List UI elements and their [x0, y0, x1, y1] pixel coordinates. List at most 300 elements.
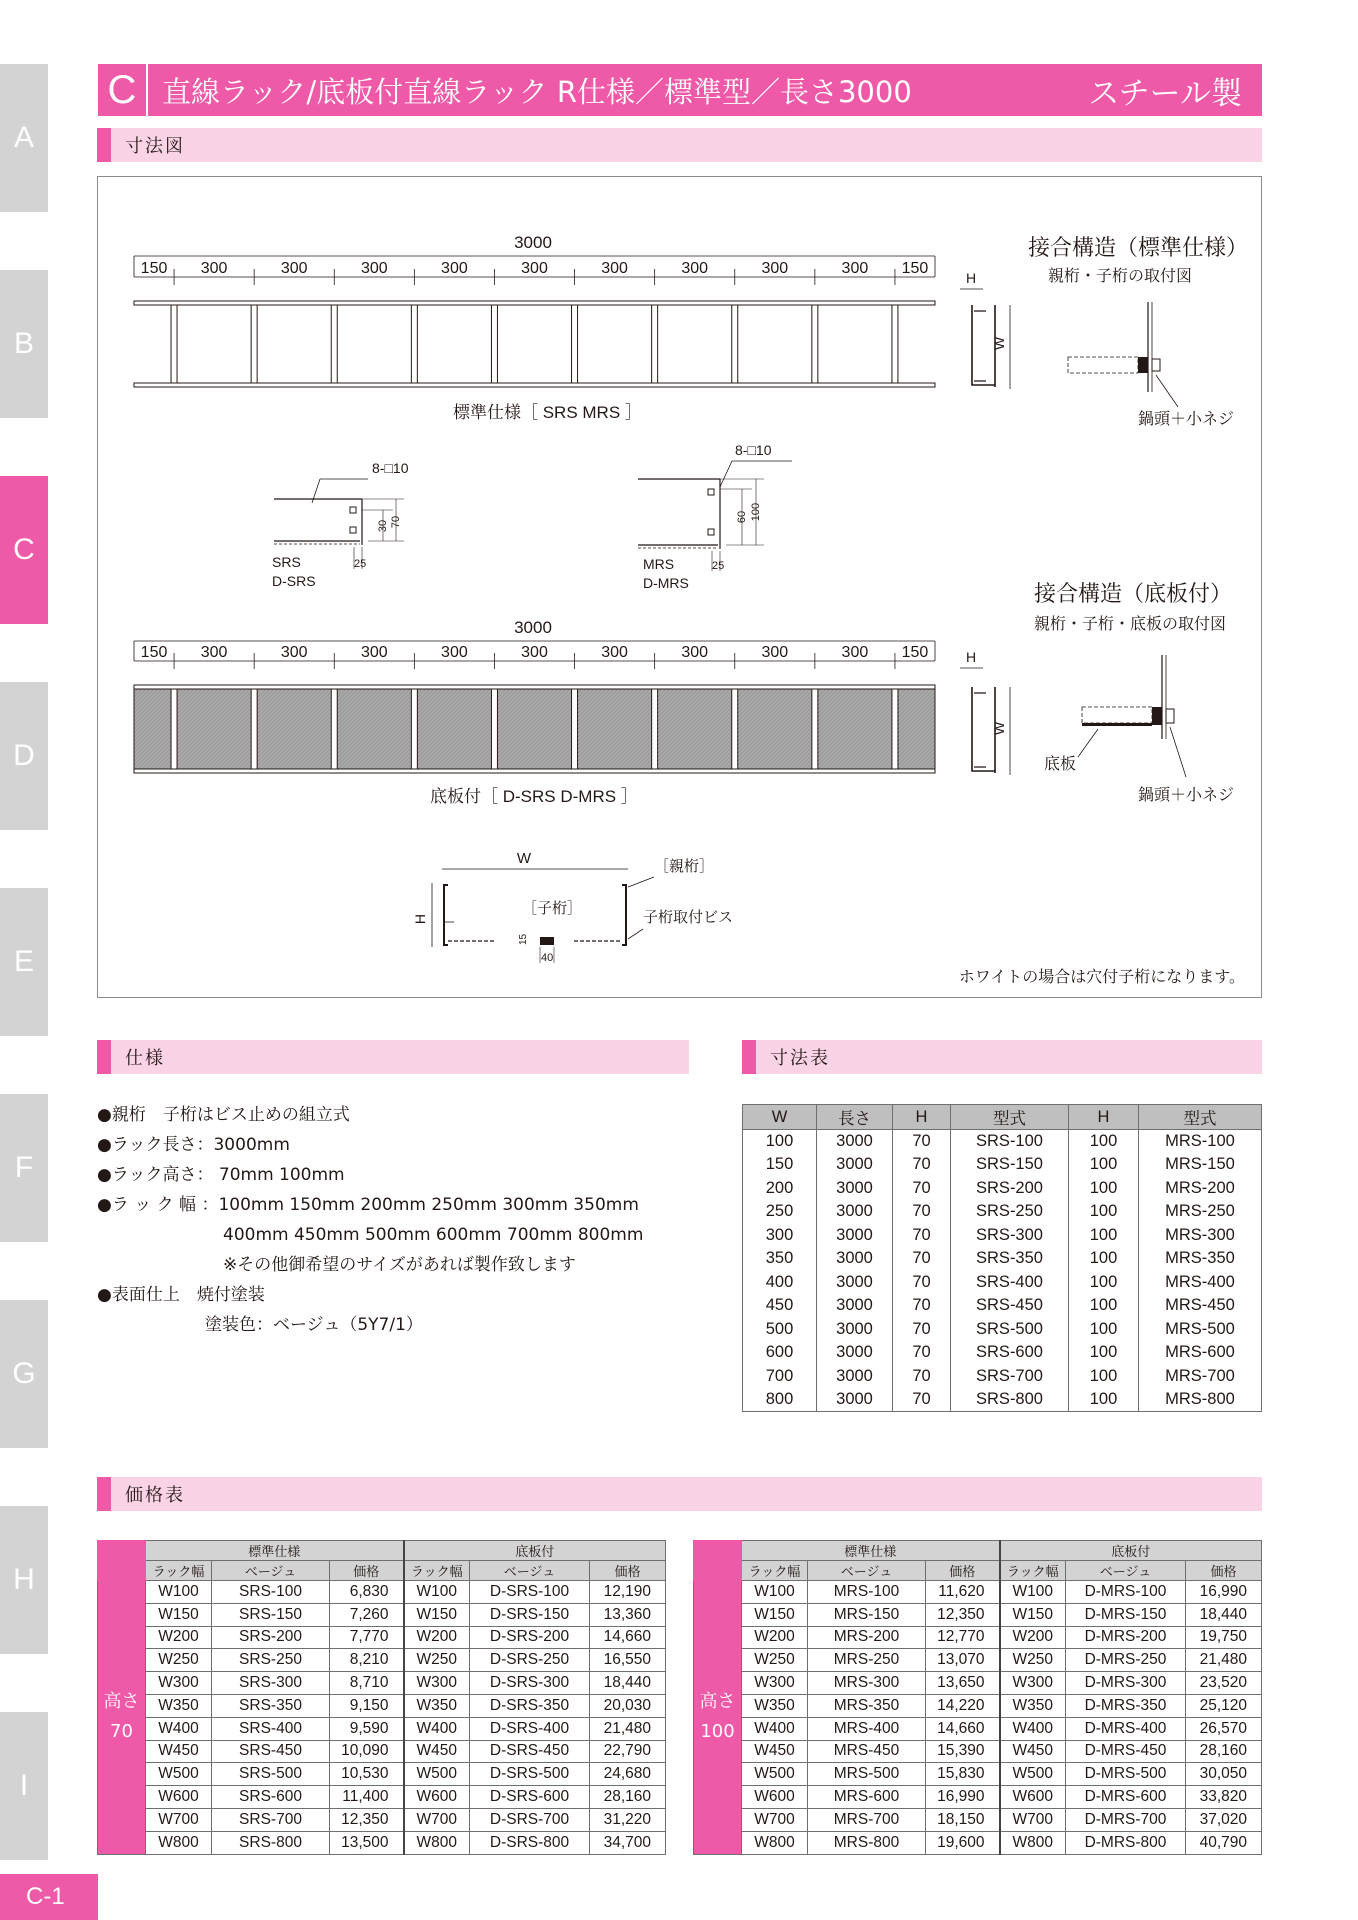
price-cell: 12,770: [926, 1626, 1000, 1649]
srs-end-detail: [272, 460, 409, 589]
side-tab-c[interactable]: C: [0, 476, 48, 624]
section-spec: 仕様: [97, 1040, 689, 1074]
d-srs-code: D-SRS: [272, 573, 316, 589]
dimension-cell: SRS-450: [951, 1294, 1069, 1318]
model-cell: MRS-450: [808, 1740, 926, 1763]
dimension-cell: 70: [893, 1130, 951, 1154]
model-cell: SRS-800: [212, 1831, 330, 1854]
width-cell: W100: [742, 1581, 808, 1604]
rack-rung: [411, 689, 417, 769]
width-cell: W800: [742, 1831, 808, 1854]
rack-rung: [812, 305, 818, 383]
width-cell: W300: [146, 1672, 212, 1695]
model-cell: SRS-150: [212, 1603, 330, 1626]
dimension-cell: 300: [743, 1224, 817, 1248]
width-cell: W350: [1000, 1694, 1066, 1717]
rack-rung: [411, 305, 417, 383]
segment-label: 300: [280, 644, 308, 661]
dimension-cell: SRS-250: [951, 1200, 1069, 1224]
width-cell: W200: [146, 1626, 212, 1649]
svg-text:25: 25: [712, 560, 725, 572]
side-tab-a[interactable]: A: [0, 64, 48, 212]
price-cell: 13,360: [590, 1603, 666, 1626]
price-cell: 26,570: [1186, 1717, 1262, 1740]
rack-rung: [892, 305, 898, 383]
bottom-spec-label: 底板付［ D-SRS D-MRS ］: [430, 787, 638, 806]
dimension-cell: 70: [893, 1388, 951, 1412]
spec-assembly: ●親桁 子桁はビス止めの組立式: [97, 1105, 350, 1125]
svg-text:W: W: [991, 336, 1007, 350]
spec-color: 塗装色：ベージュ（5Y7/1）: [205, 1315, 423, 1335]
kogeta-screw-label: 子桁取付ビス: [643, 909, 734, 926]
svg-text:H: H: [966, 649, 977, 665]
price-cell: 20,030: [590, 1694, 666, 1717]
price-table-row: [98, 1763, 666, 1786]
dimension-cell: 3000: [817, 1247, 893, 1271]
model-cell: D-SRS-300: [470, 1672, 590, 1695]
dimension-table-row: [743, 1318, 1262, 1342]
model-cell: D-MRS-800: [1066, 1831, 1186, 1854]
dimension-cell: 70: [893, 1365, 951, 1389]
standard-rack-dimensions: [134, 233, 935, 285]
screw-label-bottom: 鍋頭＋小ネジ: [1138, 787, 1235, 804]
dimension-cell: 100: [1069, 1365, 1139, 1389]
rack-rung: [572, 305, 578, 383]
segment-label: 300: [521, 644, 548, 661]
price-cell: 12,350: [330, 1808, 404, 1831]
dimension-table-row: [743, 1341, 1262, 1365]
price-cell: 18,150: [926, 1808, 1000, 1831]
price-cell: 10,530: [330, 1763, 404, 1786]
svg-text:8-□10: 8-□10: [372, 460, 409, 476]
kogeta-label: ［子桁］: [522, 900, 583, 917]
width-cell: W700: [742, 1808, 808, 1831]
side-tab-b[interactable]: B: [0, 270, 48, 418]
width-cell: W350: [404, 1694, 470, 1717]
svg-text:40: 40: [541, 952, 554, 964]
dimension-table-row: [743, 1177, 1262, 1201]
total-length-label-top: 3000: [514, 233, 552, 252]
model-cell: MRS-600: [808, 1786, 926, 1809]
dimension-cell: 3000: [817, 1153, 893, 1177]
dimension-cell: 70: [893, 1200, 951, 1224]
price-cell: 11,620: [926, 1581, 1000, 1604]
width-cell: W600: [742, 1786, 808, 1809]
model-cell: SRS-300: [212, 1672, 330, 1695]
price-cell: 8,210: [330, 1649, 404, 1672]
width-cell: W500: [404, 1763, 470, 1786]
price-cell: 31,220: [590, 1808, 666, 1831]
spec-list: [97, 1100, 697, 1340]
spec-height: ●ラック高さ： 70mm 100mm: [97, 1165, 345, 1185]
dimension-cell: 100: [1069, 1318, 1139, 1342]
segment-label: 300: [200, 260, 228, 277]
dimension-table-row: [743, 1388, 1262, 1412]
segment-labels-bottom: [141, 644, 929, 669]
height-label: 高さ: [103, 1691, 140, 1713]
mrs-end-detail: [638, 442, 792, 591]
model-cell: MRS-800: [808, 1831, 926, 1854]
dimension-table-header: W 長さ H 型式 H 型式: [743, 1105, 1262, 1130]
dimension-cell: 100: [1069, 1177, 1139, 1201]
spec-width: ●ラ ッ ク 幅 ：100mm 150mm 200mm 250mm 300mm 350mm: [97, 1195, 639, 1215]
model-cell: SRS-350: [212, 1694, 330, 1717]
dimension-cell: 3000: [817, 1341, 893, 1365]
price-cell: 16,990: [926, 1786, 1000, 1809]
model-cell: D-SRS-700: [470, 1808, 590, 1831]
srs-code: SRS: [272, 554, 301, 570]
dimension-table-row: [743, 1294, 1262, 1318]
price-cell: 11,400: [330, 1786, 404, 1809]
dimension-table-row: [743, 1153, 1262, 1177]
price-table-row: [98, 1786, 666, 1809]
joint-detail-standard: [1028, 235, 1248, 428]
dimension-cell: MRS-150: [1139, 1153, 1262, 1177]
price-table-row: [98, 1581, 666, 1604]
rack-rung: [812, 689, 818, 769]
price-cell: 16,550: [590, 1649, 666, 1672]
dimension-cell: 3000: [817, 1388, 893, 1412]
price-table-row: [98, 1717, 666, 1740]
dimension-cell: 350: [743, 1247, 817, 1271]
dimension-cell: MRS-600: [1139, 1341, 1262, 1365]
oyageta-label: ［親桁］: [654, 858, 715, 875]
model-cell: MRS-500: [808, 1763, 926, 1786]
width-cell: W300: [742, 1672, 808, 1695]
model-cell: D-SRS-100: [470, 1581, 590, 1604]
height-cell: [98, 1581, 146, 1855]
dimension-cell: 3000: [817, 1294, 893, 1318]
dimension-cell: 70: [893, 1247, 951, 1271]
price-table-row: [694, 1626, 1262, 1649]
price-table-row: [694, 1786, 1262, 1809]
width-cell: W250: [146, 1649, 212, 1672]
svg-text:70: 70: [390, 515, 402, 529]
dimension-cell: MRS-200: [1139, 1177, 1262, 1201]
rack-rung: [251, 689, 257, 769]
dimension-cell: SRS-100: [951, 1130, 1069, 1154]
width-cell: W250: [1000, 1649, 1066, 1672]
spec-width-cont: 400mm 450mm 500mm 600mm 700mm 800mm: [223, 1225, 644, 1245]
rack-rung: [652, 689, 658, 769]
model-cell: SRS-600: [212, 1786, 330, 1809]
width-cell: W100: [146, 1581, 212, 1604]
dimension-cell: 100: [1069, 1388, 1139, 1412]
dimension-cell: 70: [893, 1224, 951, 1248]
dimension-cell: 450: [743, 1294, 817, 1318]
price-cell: 18,440: [590, 1672, 666, 1695]
dimension-cell: SRS-300: [951, 1224, 1069, 1248]
model-cell: D-SRS-200: [470, 1626, 590, 1649]
dimension-cell: 500: [743, 1318, 817, 1342]
material-label: スチール製: [1088, 75, 1242, 112]
dimension-cell: MRS-700: [1139, 1365, 1262, 1389]
dimension-cell: SRS-700: [951, 1365, 1069, 1389]
side-section-top: [960, 270, 1010, 389]
dimension-cell: 250: [743, 1200, 817, 1224]
model-cell: D-MRS-200: [1066, 1626, 1186, 1649]
cross-section: [412, 850, 733, 964]
width-cell: W250: [404, 1649, 470, 1672]
width-cell: W400: [146, 1717, 212, 1740]
side-tab-f[interactable]: F: [0, 1094, 48, 1242]
width-cell: W400: [404, 1717, 470, 1740]
standard-rack-plan: [134, 301, 935, 387]
model-cell: D-MRS-450: [1066, 1740, 1186, 1763]
segment-label: 150: [901, 644, 929, 661]
width-cell: W150: [404, 1603, 470, 1626]
model-cell: D-SRS-450: [470, 1740, 590, 1763]
width-cell: W100: [404, 1581, 470, 1604]
dimension-cell: 3000: [817, 1365, 893, 1389]
segment-label: 300: [601, 644, 628, 661]
model-cell: D-MRS-500: [1066, 1763, 1186, 1786]
price-cell: 6,830: [330, 1581, 404, 1604]
dimension-cell: MRS-300: [1139, 1224, 1262, 1248]
width-cell: W200: [742, 1626, 808, 1649]
rack-rung: [732, 689, 738, 769]
d-mrs-code: D-MRS: [643, 575, 689, 591]
model-cell: SRS-250: [212, 1649, 330, 1672]
price-table-row: [694, 1603, 1262, 1626]
dimension-cell: 3000: [817, 1318, 893, 1342]
segment-labels-top: [141, 260, 929, 285]
segment-label: 300: [681, 260, 709, 277]
bottom-plate-label: 底板: [1044, 756, 1077, 773]
dimension-cell: 100: [1069, 1130, 1139, 1154]
model-cell: D-MRS-150: [1066, 1603, 1186, 1626]
rack-rung: [732, 305, 738, 383]
price-table-row: [694, 1649, 1262, 1672]
width-cell: W450: [742, 1740, 808, 1763]
price-table-row: [694, 1672, 1262, 1695]
model-cell: MRS-700: [808, 1808, 926, 1831]
price-cell: 15,390: [926, 1740, 1000, 1763]
dimension-cell: 70: [893, 1341, 951, 1365]
rack-rung: [171, 689, 177, 769]
price-cell: 7,260: [330, 1603, 404, 1626]
model-cell: D-SRS-350: [470, 1694, 590, 1717]
dimension-cell: MRS-250: [1139, 1200, 1262, 1224]
total-length-label-bottom: 3000: [514, 618, 552, 637]
dimension-cell: 3000: [817, 1130, 893, 1154]
price-cell: 40,790: [1186, 1831, 1262, 1854]
side-tab-g[interactable]: G: [0, 1300, 48, 1448]
width-cell: W450: [1000, 1740, 1066, 1763]
page-title: 直線ラック/底板付直線ラック R仕様／標準型／長さ3000: [162, 74, 912, 109]
rack-rung: [331, 305, 337, 383]
standard-spec-label: 標準仕様［ SRS MRS ］: [453, 403, 642, 422]
rack-rung: [491, 689, 497, 769]
price-cell: 23,520: [1186, 1672, 1262, 1695]
width-cell: W800: [1000, 1831, 1066, 1854]
price-cell: 14,660: [926, 1717, 1000, 1740]
price-cell: 33,820: [1186, 1786, 1262, 1809]
price-table-row: [694, 1808, 1262, 1831]
price-cell: 25,120: [1186, 1694, 1262, 1717]
price-cell: 19,750: [1186, 1626, 1262, 1649]
model-cell: D-SRS-400: [470, 1717, 590, 1740]
width-cell: W700: [146, 1808, 212, 1831]
price-table-row: [98, 1672, 666, 1695]
model-cell: SRS-450: [212, 1740, 330, 1763]
segment-label: 300: [280, 260, 308, 277]
spec-length: ●ラック長さ：3000mm: [97, 1135, 290, 1155]
model-cell: D-MRS-600: [1066, 1786, 1186, 1809]
price-table-row: [98, 1808, 666, 1831]
model-cell: SRS-100: [212, 1581, 330, 1604]
dimension-table-row: [743, 1130, 1262, 1154]
width-cell: W700: [1000, 1808, 1066, 1831]
rack-rung: [892, 689, 898, 769]
joint-bottom-title: 接合構造（底板付）: [1034, 581, 1233, 606]
price-table-row: [98, 1740, 666, 1763]
dimension-cell: SRS-400: [951, 1271, 1069, 1295]
width-cell: W150: [146, 1603, 212, 1626]
model-cell: SRS-700: [212, 1808, 330, 1831]
dimension-cell: MRS-350: [1139, 1247, 1262, 1271]
price-cell: 19,600: [926, 1831, 1000, 1854]
price-cell: 22,790: [590, 1740, 666, 1763]
width-cell: W200: [404, 1626, 470, 1649]
segment-label: 300: [761, 260, 789, 277]
spec-finish: ●表面仕上 焼付塗装: [97, 1285, 265, 1305]
model-cell: D-MRS-250: [1066, 1649, 1186, 1672]
dimension-cell: 100: [1069, 1224, 1139, 1248]
rack-rung: [251, 305, 257, 383]
side-tab-i[interactable]: I: [0, 1712, 48, 1860]
width-cell: W450: [146, 1740, 212, 1763]
dimension-cell: 200: [743, 1177, 817, 1201]
dimension-cell: SRS-600: [951, 1341, 1069, 1365]
white-note: ホワイトの場合は穴付子桁になります。: [958, 967, 1245, 986]
dimension-cell: 70: [893, 1318, 951, 1342]
price-cell: 18,440: [1186, 1603, 1262, 1626]
svg-text:H: H: [966, 270, 977, 286]
side-tab-d[interactable]: D: [0, 682, 48, 830]
model-cell: D-SRS-600: [470, 1786, 590, 1809]
mrs-code: MRS: [643, 556, 675, 572]
price-cell: 21,480: [590, 1717, 666, 1740]
price-table-row: [98, 1649, 666, 1672]
model-cell: SRS-400: [212, 1717, 330, 1740]
section-price-table: 価格表: [97, 1477, 1262, 1511]
width-cell: W300: [1000, 1672, 1066, 1695]
price-cell: 14,660: [590, 1626, 666, 1649]
width-cell: W350: [146, 1694, 212, 1717]
rack-rung: [171, 305, 177, 383]
bottom-rack-plan: [134, 685, 935, 773]
svg-text:25: 25: [354, 558, 367, 570]
dimension-cell: 100: [1069, 1247, 1139, 1271]
price-cell: 12,350: [926, 1603, 1000, 1626]
price-table-h100: 標準仕様 底板付 ラック幅 ベージュ 価格 ラック幅 ベージュ 価格 高さ 100 W100 MRS-100 11,620 W100 D-MRS-100 16,990 W150 MRS-150 12,350 W150 D-MRS-150 18,440 W200 MRS-200 12,770 W200 D-MRS-200 19,750 W250 MRS-250 13,070 W250 D-MRS-250 21,480 W300 MRS-300 13,650 W300 D-MRS-300 23,520 W350 MRS-350 14,220 W350 D-MRS-350 25,120 W400 MRS-400 14,660 W400 D-MRS-400 26,570 W450 MRS-450 15,390 W450 D-MRS-450 28,160 W500 MRS-500 15,830 W500 D-MRS-500 30,050 W600 MRS-600 16,990 W600 D-MRS-600 33,820 W700 MRS-700 18,150 W700 D-MRS-700 37,020 W800 MRS-800 19,600 W800 D-MRS-800 40,790: [693, 1540, 1262, 1855]
height-value: 100: [700, 1721, 735, 1743]
joint-standard-sub: 親桁・子桁の取付図: [1048, 268, 1193, 285]
price-cell: 10,090: [330, 1740, 404, 1763]
price-table-row: [98, 1831, 666, 1854]
dimension-table: [742, 1104, 1262, 1412]
dimension-cell: 70: [893, 1153, 951, 1177]
svg-text:60: 60: [736, 510, 748, 524]
dimension-cell: 800: [743, 1388, 817, 1412]
dimension-table-row: [743, 1365, 1262, 1389]
dimension-table-row: [743, 1247, 1262, 1271]
rack-rung: [572, 689, 578, 769]
price-cell: 21,480: [1186, 1649, 1262, 1672]
dimension-cell: 3000: [817, 1200, 893, 1224]
segment-label: 150: [901, 260, 929, 277]
segment-label: 150: [140, 644, 168, 661]
dimension-cell: MRS-450: [1139, 1294, 1262, 1318]
rack-rung: [331, 689, 337, 769]
side-tab-h[interactable]: H: [0, 1506, 48, 1654]
svg-text:15: 15: [518, 933, 529, 945]
segment-label: 300: [841, 644, 869, 661]
price-table-row: [98, 1694, 666, 1717]
model-cell: D-SRS-150: [470, 1603, 590, 1626]
segment-label: 300: [761, 644, 789, 661]
dimension-table-row: [743, 1200, 1262, 1224]
joint-bottom-sub: 親桁・子桁・底板の取付図: [1034, 616, 1227, 633]
width-cell: W150: [1000, 1603, 1066, 1626]
price-table-row: [694, 1717, 1262, 1740]
width-cell: W700: [404, 1808, 470, 1831]
model-cell: MRS-200: [808, 1626, 926, 1649]
rack-rung: [491, 305, 497, 383]
price-table-row: [694, 1694, 1262, 1717]
model-cell: D-SRS-800: [470, 1831, 590, 1854]
height-value: 70: [110, 1721, 133, 1743]
price-cell: 28,160: [590, 1786, 666, 1809]
price-cell: 16,990: [1186, 1581, 1262, 1604]
model-cell: MRS-250: [808, 1649, 926, 1672]
svg-text:8-□10: 8-□10: [735, 442, 772, 458]
width-cell: W350: [742, 1694, 808, 1717]
width-cell: W250: [742, 1649, 808, 1672]
model-cell: D-MRS-300: [1066, 1672, 1186, 1695]
model-cell: D-MRS-100: [1066, 1581, 1186, 1604]
price-cell: 28,160: [1186, 1740, 1262, 1763]
width-cell: W200: [1000, 1626, 1066, 1649]
dimension-cell: 600: [743, 1341, 817, 1365]
segment-label: 300: [841, 260, 869, 277]
price-cell: 13,500: [330, 1831, 404, 1854]
dimension-cell: 3000: [817, 1177, 893, 1201]
model-cell: SRS-200: [212, 1626, 330, 1649]
width-cell: W300: [404, 1672, 470, 1695]
dimension-table-row: [743, 1271, 1262, 1295]
price-table-row: [694, 1763, 1262, 1786]
side-tab-e[interactable]: E: [0, 888, 48, 1036]
dimension-cell: MRS-800: [1139, 1388, 1262, 1412]
dimension-cell: SRS-150: [951, 1153, 1069, 1177]
model-cell: SRS-500: [212, 1763, 330, 1786]
width-cell: W450: [404, 1740, 470, 1763]
dimension-cell: SRS-200: [951, 1177, 1069, 1201]
segment-label: 300: [521, 260, 548, 277]
model-cell: D-SRS-500: [470, 1763, 590, 1786]
svg-text:30: 30: [377, 519, 389, 533]
price-cell: 30,050: [1186, 1763, 1262, 1786]
side-section-bottom: [960, 649, 1010, 775]
dimension-figure: [97, 176, 1262, 998]
price-cell: 9,150: [330, 1694, 404, 1717]
dimension-cell: SRS-500: [951, 1318, 1069, 1342]
page-number: C-1: [0, 1874, 98, 1920]
price-cell: 12,190: [590, 1581, 666, 1604]
segment-label: 150: [140, 260, 168, 277]
